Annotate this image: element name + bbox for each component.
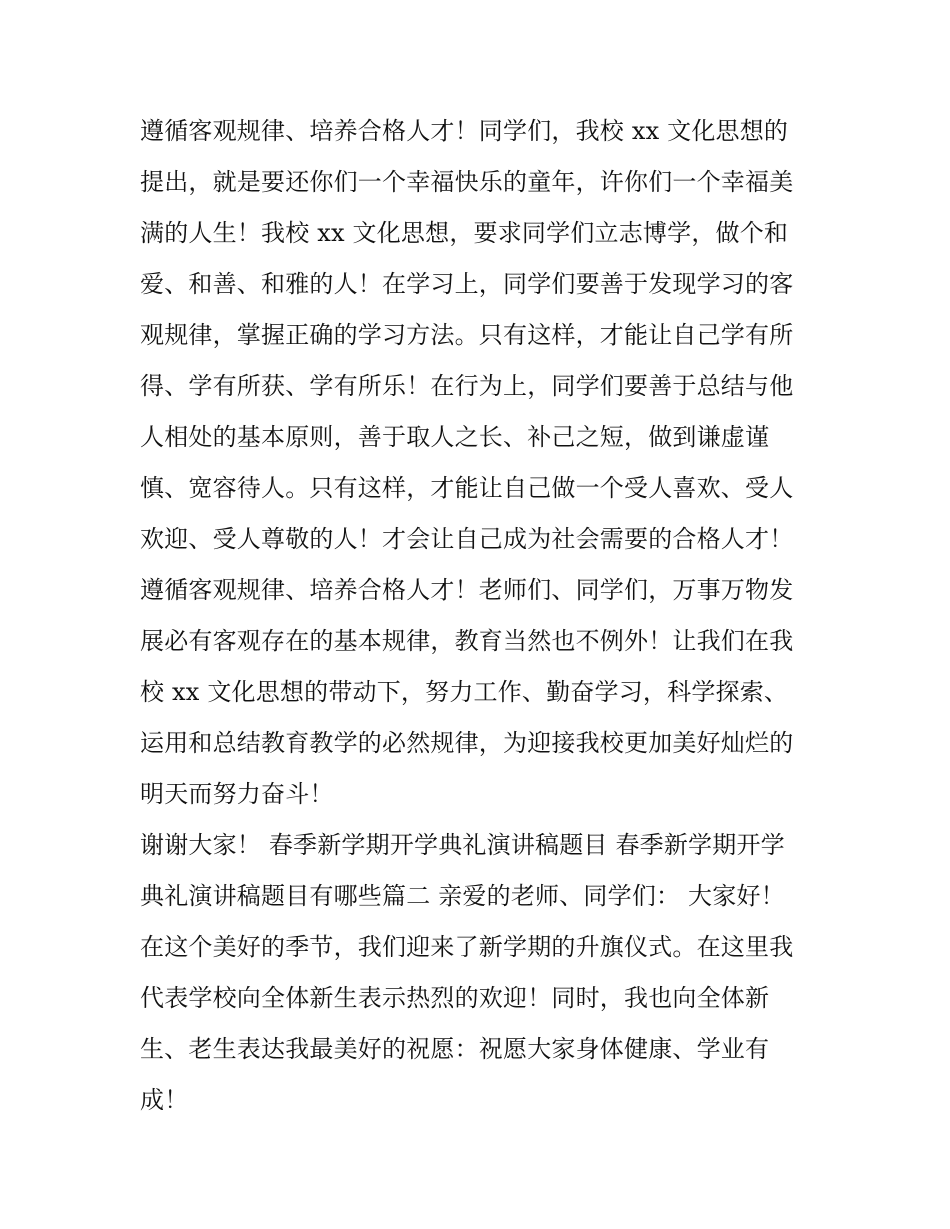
text-line: 运用和总结教育教学的必然规律，为迎接我校更加美好灿烂的 [140, 729, 794, 757]
text-line: 欢迎、受人尊敬的人！才会让自己成为社会需要的合格人才！ [140, 525, 794, 553]
text-line: 遵循客观规律、培养合格人才！同学们，我校 xx 文化思想的 [140, 117, 789, 145]
text-line: 在这个美好的季节，我们迎来了新学期的升旗仪式。在这里我 [140, 933, 794, 961]
text-line: 典礼演讲稿题目有哪些篇二 亲爱的老师、同学们： 大家好！ [140, 882, 785, 910]
text-line: 观规律，掌握正确的学习方法。只有这样，才能让自己学有所 [140, 321, 794, 349]
text-line: 代表学校向全体新生表示热烈的欢迎！同时，我也向全体新 [140, 984, 770, 1012]
text-line: 满的人生！我校 xx 文化思想，要求同学们立志博学，做个和 [140, 219, 789, 247]
text-line: 慎、宽容待人。只有这样，才能让自己做一个受人喜欢、受人 [140, 474, 794, 502]
body-text [140, 106, 820, 1126]
text-line: 得、学有所获、学有所乐！在行为上，同学们要善于总结与他 [140, 372, 794, 400]
text-line: 展必有客观存在的基本规律，教育当然也不例外！让我们在我 [140, 627, 794, 655]
text-line: 遵循客观规律、培养合格人才！老师们、同学们，万事万物发 [140, 576, 794, 604]
text-line: 谢谢大家！ 春季新学期开学典礼演讲稿题目 春季新学期开学 [140, 831, 785, 859]
text-line: 成！ [140, 1086, 189, 1114]
text-line: 生、老生表达我最美好的祝愿：祝愿大家身体健康、学业有 [140, 1035, 770, 1063]
text-line: 明天而努力奋斗！ [140, 780, 334, 808]
text-line: 人相处的基本原则，善于取人之长、补己之短，做到谦虚谨 [140, 423, 770, 451]
text-line: 校 xx 文化思想的带动下，努力工作、勤奋学习，科学探索、 [140, 678, 789, 706]
text-line: 提出，就是要还你们一个幸福快乐的童年，许你们一个幸福美 [140, 168, 794, 196]
text-line: 爱、和善、和雅的人！在学习上，同学们要善于发现学习的客 [140, 270, 794, 298]
